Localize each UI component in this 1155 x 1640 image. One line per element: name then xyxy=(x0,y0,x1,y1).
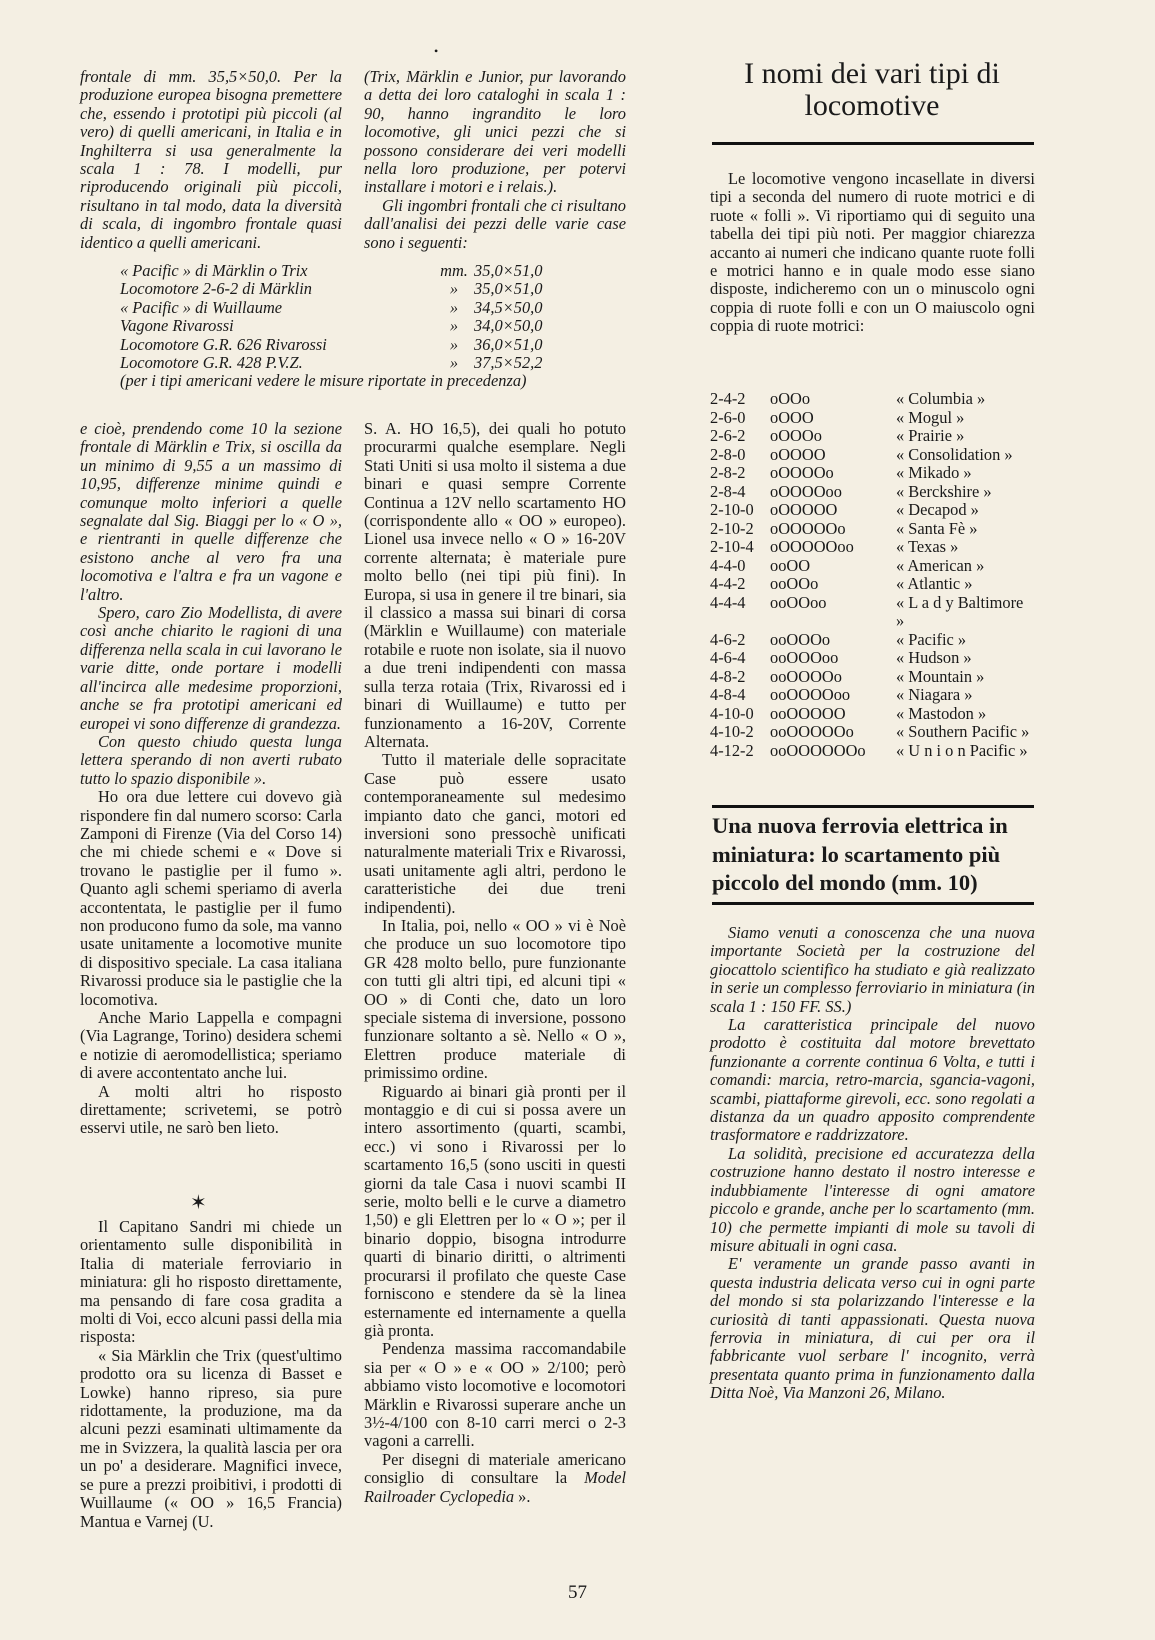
wheel-code: 4-10-0 xyxy=(710,703,754,723)
dimensions-table xyxy=(120,262,580,391)
type-name: « Decapod » xyxy=(896,500,979,519)
paragraph: Pendenza massima raccomandabile sia per « O » e « OO » 2/100; però abbiamo visto locomotive e locomotori Märklin e Rivarossi superare anche un 3½-4/100 con 8-10 carri merci o 2-3 vagoni a carrelli. xyxy=(364,1339,626,1451)
wheel-pattern: oOOOOOo xyxy=(770,518,846,538)
locomotive-row xyxy=(710,538,1035,557)
type-name: « Mountain » xyxy=(896,666,985,686)
wheel-code: 2-4-2 xyxy=(710,389,746,408)
locomotive-row xyxy=(710,483,1035,502)
column1-final xyxy=(80,1218,342,1531)
dimension-unit: » xyxy=(449,279,459,299)
dimension-value: 35,0×51,0 xyxy=(474,261,543,280)
wheel-pattern: ooOOOOO xyxy=(770,703,846,723)
type-name: « Santa Fè » xyxy=(896,518,978,538)
paragraph: (Trix, Märklin e Junior, pur lavorando a detta dei loro cataloghi in scala 1 : 90, hanno ingrandito le loro locomotive, gli unici pezzi che si possono considerare dei veri modelli nella loro produzione, per potervi installare i motori e i relais.). xyxy=(364,67,626,197)
paragraph: « Sia Märklin che Trix (quest'ultimo prodotto ora su licenza di Basset e Lowke) hanno ripreso, sia pure ridottamente, la produzione, ma da alcuni pezzi esaminati ultimamente da me in Svizzera, la qualità lascia per ora un po' a desiderare. Magnifici invece, se pure a prezzi proibitivi, i prodotti di Wuillaume (« OO » 16,5 Francia) Mantua e Varnej (U. xyxy=(80,1345,342,1531)
type-name: « L a d y Baltimore » xyxy=(896,592,1024,630)
locomotive-row xyxy=(710,427,1035,446)
paragraph: e cioè, prendendo come 10 la sezione frontale di Märklin e Trix, si oscilla da un minimo di 9,55 a un massimo di 10,95, differenze minime quindi e comunque molto inferiori a quelle segnalate dal Sig. Biaggi per lo « O », e rientranti in quelle differenze che esistono anche al vero fra una locomotiva e l'altra e fra un vagone e l'altro. xyxy=(80,419,342,604)
wheel-pattern: ooOOoo xyxy=(770,592,827,612)
column1-top xyxy=(80,68,342,252)
locomotive-row xyxy=(710,723,1035,742)
locomotive-row xyxy=(710,390,1035,409)
type-name: « Mastodon » xyxy=(896,703,987,723)
wheel-code: 2-6-2 xyxy=(710,426,746,445)
wheel-pattern: ooOOOOoo xyxy=(770,685,851,704)
wheel-code: 4-6-2 xyxy=(710,629,746,649)
paragraph: Ho ora due lettere cui dovevo già rispondere fin dal numero scorso: Carla Zamponi di Firenze (Via del Corso 14) che mi chiede schemi e « Dove si trovano le pastiglie per il fumo ». Quanto agli schemi speriamo di averla accontentata, le pastiglie per il fumo non producono fumo da sole, ma vanno usate unitamente a locomotive munite di dispositivo speciale. La casa italiana Rivarossi produce sia le pastiglie che la locomotiva. xyxy=(80,787,342,1009)
title-locomotive-types: I nomi dei vari tipi di locomotive xyxy=(744,57,1000,122)
dimension-row xyxy=(120,299,580,317)
paragraph: Il Capitano Sandri mi chiede un orientamento sulle disponibilità in Italia di materiale ferroviario in miniatura: gli ho risposto direttamente, ma pensando di fare cosa gradita a molti di Voi, ecco alcuni passi della mia risposta: xyxy=(80,1217,342,1347)
paragraph: La solidità, precisione ed accuratezza della costruzione hanno destato il nostro interesse e indubbiamente l'interesse di ogni amatore piccolo e grande, anche per lo scartamento (mm. 10) che permette impianti di mole su tavoli di misure abituali in ogni casa. xyxy=(710,1143,1035,1255)
paragraph: Anche Mario Lappella e compagni (Via Lagrange, Torino) desidera schemi e notizie di aeromodellistica; speriamo di avere accontentato anche lui. xyxy=(80,1008,342,1083)
dimension-row xyxy=(120,280,580,298)
dimension-name: Locomotore G.R. 428 P.V.Z. xyxy=(120,353,303,373)
paragraph: frontale di mm. 35,5×50,0. Per la produzione europea bisogna premettere che, essendo i prototipi più piccoli (al vero) di quelli americani, in Italia e in Inghilterra si usa generalmente la scala 1 : 78. I modelli, pur riproducendo originali più piccoli, risultano in tal modo, data la diversità di scala, di ingombro frontale quasi identico a quelli americani. xyxy=(80,67,342,252)
section-separator: ✶ xyxy=(190,1192,207,1214)
wheel-code: 4-10-2 xyxy=(710,722,754,741)
paragraph: Con questo chiudo questa lunga lettera sperando di non averti rubato tutto lo spazio disponibile ». xyxy=(80,731,342,788)
dimension-row xyxy=(120,354,580,372)
wheel-code: 4-12-2 xyxy=(710,740,754,760)
paragraph: E' veramente un grande passo avanti in questa industria delicata verso cui in ogni parte del mondo si sta polarizzando l'interesse e la curiosità di tanti appassionati. Questa nuova ferrovia in miniatura, di cui per ora il fabbricante vuol serbare l' incognito, verrà presentata quanto prima in funzionamento dalla Ditta Noè, Via Manzoni 26, Milano. xyxy=(710,1254,1035,1403)
paragraph: Gli ingombri frontali che ci risultano dall'analisi dei pezzi delle varie case sono i seguenti: xyxy=(364,195,626,252)
dimension-unit: » xyxy=(449,297,459,317)
dimension-unit: » xyxy=(449,334,459,354)
wheel-code: 2-8-2 xyxy=(710,463,746,482)
paragraph: Spero, caro Zio Modellista, di avere così anche chiarito le ragioni di una differenza nella scala in cui lavorano le varie ditte, onde portare i modelli all'incirca alle medesime proporzioni, anche se fra prototipi americani ed europei vi sono differenze di grandezza. xyxy=(80,603,342,733)
wheel-pattern: oOOOO xyxy=(770,444,826,464)
type-name: « Columbia » xyxy=(896,389,986,408)
type-name: « Berckshire » xyxy=(896,481,992,501)
book-title: Model Railroader Cyclopedia xyxy=(364,1468,626,1506)
dimension-unit: » xyxy=(449,353,459,373)
dimension-name: Locomotore 2-6-2 di Märklin xyxy=(120,279,312,299)
wheel-pattern: ooOOOOOOo xyxy=(770,740,866,760)
wheel-code: 2-8-4 xyxy=(710,481,746,501)
paragraph: Le locomotive vengono incasellate in diversi tipi a seconda del numero di ruote motrici e di ruote « folli ». Vi riportiamo qui di seguito una tabella dei tipi più noti. Per maggior chiarezza accanto ai numeri che indicano quante ruote folli e motrici hanno e in quale modo esse siano disposte, indicheremo con un o minuscolo ogni coppia di ruote folli e con un O maiuscolo ogni coppia di ruote motrici: xyxy=(710,169,1035,336)
locomotive-row xyxy=(710,686,1035,705)
print-dot: • xyxy=(434,44,439,58)
title-new-railway: Una nuova ferrovia elettrica in miniatura: lo scartamento più piccolo del mondo (mm. 10) xyxy=(712,813,1008,895)
wheel-code: 2-10-4 xyxy=(710,537,754,556)
paragraph: La caratteristica principale del nuovo prodotto è costituita dal motore brevettato funzionante a corrente continua 6 Volta, e tutti i comandi: marcia, retro-marcia, sgancia-vagoni, scambi, piattaforme girevoli, ecc. sono regolati a distanza da un quadro apposito comprendente trasformatore e raddrizzatore. xyxy=(710,1015,1035,1145)
wheel-pattern: oOOOOO xyxy=(770,500,838,519)
dimension-row xyxy=(120,336,580,354)
column3-intro xyxy=(710,170,1035,336)
locomotive-row xyxy=(710,649,1035,668)
locomotive-row xyxy=(710,575,1035,594)
wheel-code: 2-6-0 xyxy=(710,407,746,427)
dimension-name: « Pacific » di Wuillaume xyxy=(120,297,283,317)
wheel-pattern: ooOOOo xyxy=(770,629,831,649)
locomotive-row xyxy=(710,520,1035,539)
type-name: « Southern Pacific » xyxy=(896,722,1030,741)
column2-top xyxy=(364,68,626,252)
locomotive-row xyxy=(710,594,1035,631)
dimension-name: « Pacific » di Märklin o Trix xyxy=(120,261,308,280)
dimension-name: Vagone Rivarossi xyxy=(120,316,234,336)
locomotive-row xyxy=(710,705,1035,724)
locomotive-table xyxy=(710,390,1035,760)
text: ». xyxy=(514,1486,531,1506)
locomotive-row xyxy=(710,446,1035,465)
wheel-code: 2-8-0 xyxy=(710,444,746,464)
title-rule xyxy=(712,142,1034,145)
title-rule-top xyxy=(712,805,1034,808)
type-name: « Mogul » xyxy=(896,407,965,427)
wheel-code: 4-4-0 xyxy=(710,555,746,575)
paragraph xyxy=(364,1451,626,1506)
dimension-unit: » xyxy=(449,316,459,336)
dimension-value: 34,0×50,0 xyxy=(474,316,543,336)
wheel-code: 4-4-2 xyxy=(710,574,746,593)
page-number: 57 xyxy=(568,1582,587,1603)
column1-bottom xyxy=(80,420,342,1138)
dimension-row xyxy=(120,317,580,335)
wheel-pattern: oOOOo xyxy=(770,426,822,445)
paragraph: A molti altri ho risposto direttamente; scrivetemi, se potrò esservi utile, ne sarò ben lieto. xyxy=(80,1081,342,1138)
wheel-pattern: oOOOOOoo xyxy=(770,537,854,556)
dimension-value: 37,5×52,2 xyxy=(474,353,543,373)
column3-bottom xyxy=(710,924,1035,1403)
dimension-value: 34,5×50,0 xyxy=(474,297,543,317)
wheel-code: 4-8-2 xyxy=(710,666,746,686)
wheel-pattern: ooOO xyxy=(770,555,811,575)
dimension-row xyxy=(120,262,580,280)
locomotive-row xyxy=(710,501,1035,520)
wheel-code: 4-6-4 xyxy=(710,648,746,667)
locomotive-row xyxy=(710,742,1035,761)
locomotive-row xyxy=(710,464,1035,483)
wheel-pattern: ooOOOOo xyxy=(770,666,842,686)
type-name: « American » xyxy=(896,555,985,575)
dimension-name: Locomotore G.R. 626 Rivarossi xyxy=(120,334,327,354)
wheel-pattern: ooOOOoo xyxy=(770,648,839,667)
locomotive-row xyxy=(710,409,1035,428)
dimension-value: 35,0×51,0 xyxy=(474,279,543,299)
locomotive-row xyxy=(710,668,1035,687)
wheel-code: 2-10-2 xyxy=(710,518,754,538)
type-name: « Niagara » xyxy=(896,685,973,704)
paragraph: S. A. HO 16,5), dei quali ho potuto procurarmi qualche esemplare. Negli Stati Uniti si usa molto il sistema a due binari e quasi sempre Corrente Continua a 12V nello scartamento HO (corrispondente allo « OO » europeo). Lionel usa invece nello « O » 16-20V corrente alternata; è materiale pure molto bello (nei tipi più fini). In Europa, si usa in genere il tre binari, sia il classico a massa sui binari di corsa (Märklin e Wuillaume) con materiale rotabile e ruote non isolate, sia il nuovo a due treni indipendenti con massa sulla terza rotaia (Trix, Rivarossi ed i binari di Wuillaume) e tutto per funzionamento a 16-20V, Corrente Alternata. xyxy=(364,419,626,751)
dimensions-note: (per i tipi americani vedere le misure riportate in precedenza) xyxy=(120,371,527,391)
dimension-value: 36,0×51,0 xyxy=(474,334,543,354)
type-name: « U n i o n Pacific » xyxy=(896,740,1028,760)
wheel-code: 4-8-4 xyxy=(710,685,746,704)
paragraph: Tutto il materiale delle sopracitate Case può essere usato contemporaneamente sul medesimo impianto dato che ganci, motori ed inversioni sono pressochè unificati naturalmente materiali Trix e Rivarossi, usati unitamente agli altri, perdono le caratteristiche dei due treni indipendenti). xyxy=(364,750,626,917)
wheel-code: 2-10-0 xyxy=(710,500,754,519)
type-name: « Prairie » xyxy=(896,426,965,445)
wheel-pattern: ooOOo xyxy=(770,574,819,593)
paragraph: Siamo venuti a conoscenza che una nuova importante Società per la costruzione del giocattolo scientifico ha studiato e già realizzato in serie un complesso ferroviario in miniatura (in scala 1 : 150 FF. SS.) xyxy=(710,923,1035,1016)
type-name: « Hudson » xyxy=(896,648,972,667)
text: Per disegni di materiale americano consiglio di consultare la xyxy=(364,1449,626,1488)
type-name: « Atlantic » xyxy=(896,574,973,593)
type-name: « Consolidation » xyxy=(896,444,1013,464)
paragraph: Riguardo ai binari già pronti per il montaggio e di cui si possa avere un intero assortimento (quarti, scambi, ecc.) vi sono i Rivarossi per lo scartamento 16,5 (sono usciti in questi giorni da tale Casa i nuovi scambi II serie, molto belli e le curve a diametro 1,50) e gli Elettren per lo « O »; per il binario doppio, bisogna introdurre quarti di binario diritti, o altrimenti procurarsi il profilato che queste Case forniscono e stendere da sè la linea esternamente ed internamente a quella già pronta. xyxy=(364,1081,626,1340)
wheel-pattern: oOOO xyxy=(770,407,814,427)
type-name: « Texas » xyxy=(896,537,959,556)
type-name: « Pacific » xyxy=(896,629,967,649)
wheel-pattern: oOOo xyxy=(770,389,811,408)
title-rule-bottom xyxy=(712,902,1034,905)
dimension-unit: mm. xyxy=(440,261,468,280)
wheel-pattern: ooOOOOOo xyxy=(770,722,854,741)
locomotive-row xyxy=(710,557,1035,576)
wheel-code: 4-4-4 xyxy=(710,592,746,612)
paragraph: In Italia, poi, nello « OO » vi è Noè che produce un suo locomotore tipo GR 428 molto bello, pure funzionante con tutti gli altri tipi, ed alcuni tipi « OO » di Conti che, dato un loro speciale sistema di inversione, possono funzionare soltanto a sè. Nello « O », Elettren produce materiale di primissimo ordine. xyxy=(364,915,626,1083)
locomotive-row xyxy=(710,631,1035,650)
wheel-pattern: oOOOOo xyxy=(770,463,834,482)
type-name: « Mikado » xyxy=(896,463,972,482)
wheel-pattern: oOOOOoo xyxy=(770,481,842,501)
column2-bottom xyxy=(364,420,626,1506)
